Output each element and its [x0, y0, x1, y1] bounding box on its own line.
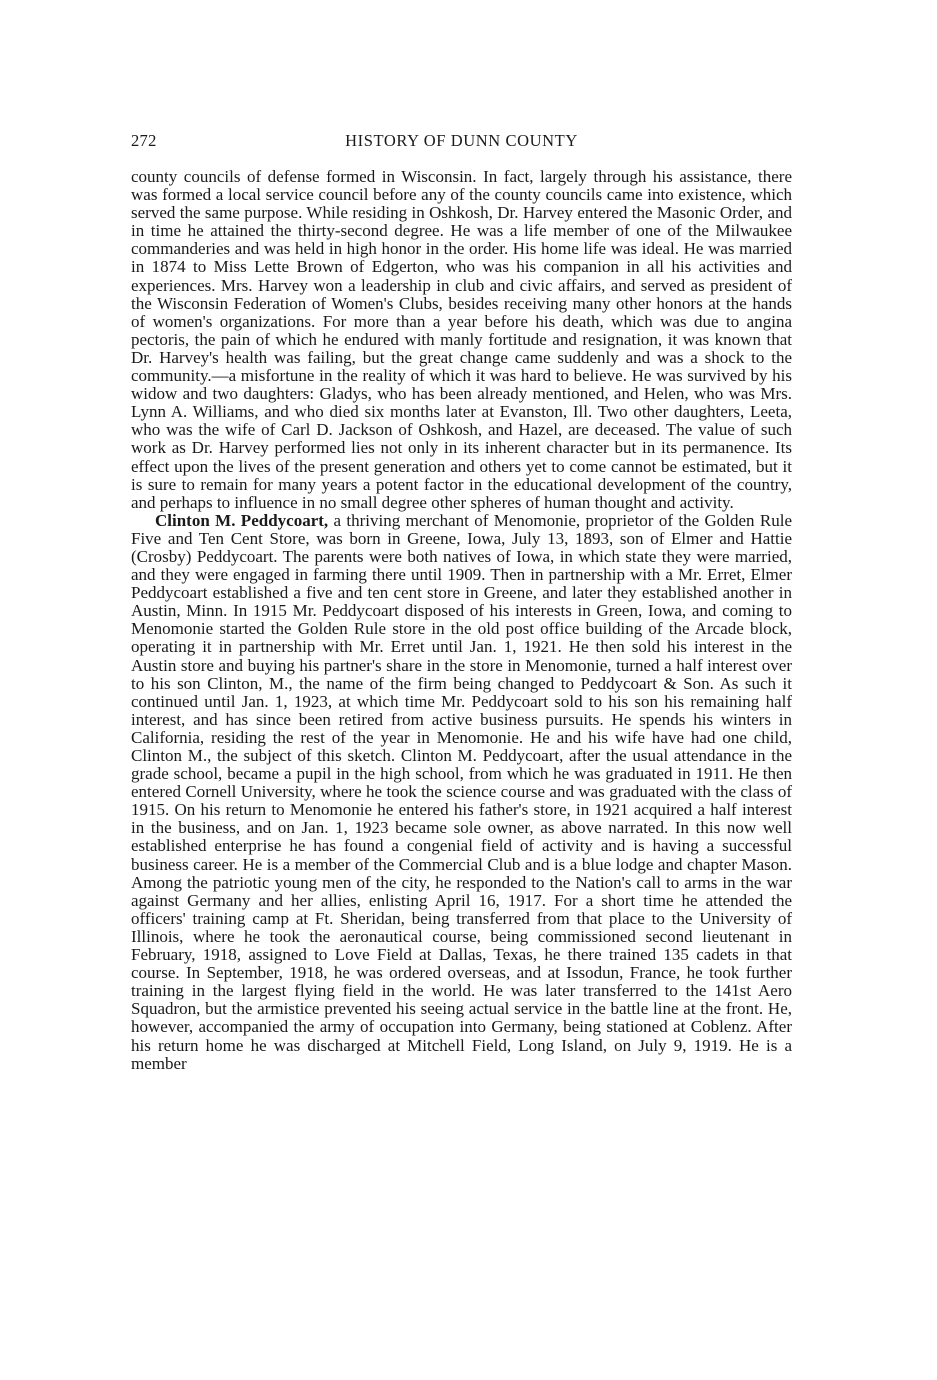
running-head — [131, 131, 792, 153]
biography-subject-name: Clinton M. Peddycoart, — [155, 510, 329, 530]
body-text — [131, 168, 792, 1073]
continued-paragraph: county councils of defense formed in Wisconsin. In fact, largely through his assistance, there was formed a local service council before any of the county councils came into existence, which served the same purpose. While residing in Oshkosh, Dr. Harvey entered the Masonic Order, and in time he attained the thirty-second degree. He was a life member of one of the Milwaukee commanderies and was held in high honor in the order. His home life was ideal. He was married in 1874 to Miss Lette Brown of Edgerton, who was his companion in all his activities and experiences. Mrs. Harvey won a leadership in club and civic affairs, and served as president of the Wisconsin Federation of Women's Clubs, besides receiving many other honors at the hands of women's organizations. For more than a year before his death, which was due to angina pectoris, the pain of which he endured with manly fortitude and resignation, it was known that Dr. Harvey's health was failing, but the great change came suddenly and was a shock to the community.—a misfortune in the reality of which it was hard to believe. He was survived by his widow and two daughters: Gladys, who has been already mentioned, and Helen, who was Mrs. Lynn A. Williams, and who died six months later at Evanston, Ill. Two other daughters, Leeta, who was the wife of Carl D. Jackson of Oshkosh, and Hazel, are deceased. The value of such work as Dr. Harvey performed lies not only in its inherent character but in its permanence. Its effect upon the lives of the present generation and others yet to come cannot be estimated, but it is sure to remain for many years a potent factor in the educational development of the country, and perhaps to influence in no small degree other spheres of human thought and activity. — [131, 167, 792, 512]
running-title: HISTORY OF DUNN COUNTY — [345, 131, 578, 150]
page-number: 272 — [131, 131, 157, 150]
biography-paragraph — [131, 512, 792, 1073]
biography-text: a thriving merchant of Menomonie, proprietor of the Golden Rule Five and Ten Cent Store, was born in Greene, Iowa, July 13, 1893, son of Elmer and Hattie (Crosby) Peddycoart. The parents were both natives of Iowa, in which state they were married, and they were engaged in farming there until 1909. Then in partnership with a Mr. Erret, Elmer Peddycoart established a five and ten cent store in Greene, and later they established another in Austin, Minn. In 1915 Mr. Peddycoart disposed of his interests in Green, Iowa, and coming to Menomonie started the Golden Rule store in the old post office building of the Arcade block, operating it in partnership with Mr. Erret until Jan. 1, 1921. He then sold his interest in the Austin store and buying his partner's share in the store in Menomonie, turned a half interest over to his son Clinton, M., the name of the firm being changed to Peddycoart & Son. As such it continued until Jan. 1, 1923, at which time Mr. Peddycoart sold to his son his remaining half interest, and has since been retired from active business pursuits. He spends his winters in California, residing the rest of the year in Menomonie. He and his wife have had one child, Clinton M., the subject of this sketch. Clinton M. Peddycoart, after the usual attendance in the grade school, became a pupil in the high school, from which he was graduated in 1911. He then entered Cornell University, where he took the science course and was graduated with the class of 1915. On his return to Menomonie he entered his father's store, in 1921 acquired a half interest in the business, and on Jan. 1, 1923 became sole owner, as above narrated. In this now well established enterprise he has found a congenial field of activity and is having a successful business career. He is a member of the Commercial Club and is a blue lodge and chapter Mason. Among the patriotic young men of the city, he responded to the Nation's call to arms in the war against Germany and her allies, enlisting April 16, 1917. For a short time he attended the officers' training camp at Ft. Sheridan, being transferred from that place to the University of Illinois, where he took the aeronautical course, being commissioned second lieutenant in February, 1918, assigned to Love Field at Dallas, Texas, he there trained 135 cadets in that course. In September, 1918, he was ordered overseas, and at Issodun, France, he took further training in the largest flying field in the world. He was later transferred to the 141st Aero Squadron, but the armistice prevented his seeing actual service in the battle line at the front. He, however, accompanied the army of occupation into Germany, being stationed at Coblenz. After his return home he was discharged at Mitchell Field, Long Island, on July 9, 1919. He is a member — [131, 510, 792, 1073]
